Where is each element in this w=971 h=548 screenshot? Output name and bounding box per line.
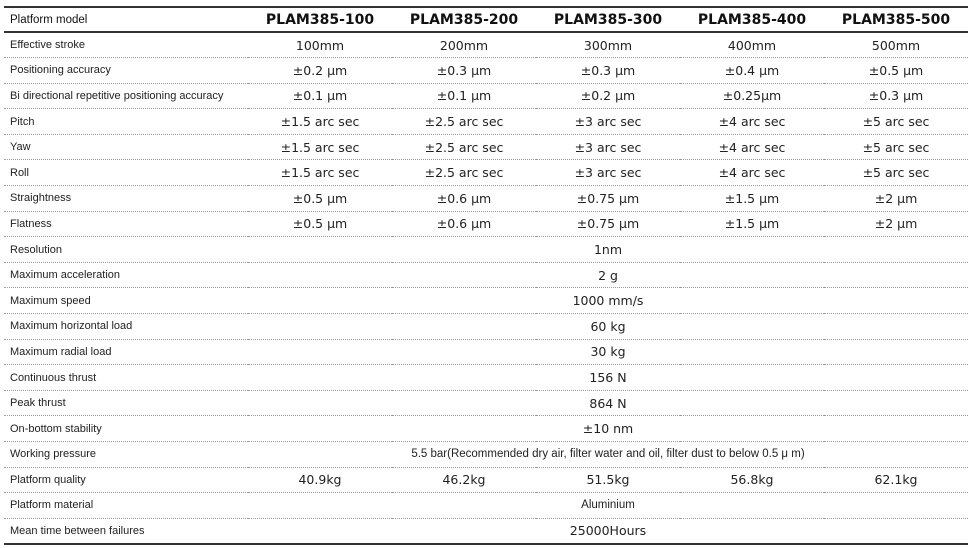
spec-value: ±0.75 μm: [536, 186, 680, 212]
spec-row: [4, 416, 968, 442]
spec-value: 40.9kg: [248, 467, 392, 493]
spec-value-shared: Aluminium: [248, 493, 968, 519]
model-header: PLAM385-500: [824, 7, 968, 32]
spec-row: [4, 339, 968, 365]
spec-row: [4, 211, 968, 237]
spec-value: ±0.2 μm: [248, 58, 392, 84]
spec-value: 56.8kg: [680, 467, 824, 493]
spec-label: Platform material: [4, 493, 248, 519]
spec-value: ±4 arc sec: [680, 160, 824, 186]
spec-label: Effective stroke: [4, 32, 248, 58]
spec-label: Platform quality: [4, 467, 248, 493]
spec-body: [4, 32, 968, 544]
spec-value: ±0.5 μm: [824, 58, 968, 84]
spec-row: [4, 314, 968, 340]
spec-label: Bi directional repetitive positioning accuracy: [4, 83, 248, 109]
spec-row: [4, 442, 968, 468]
spec-row: [4, 32, 968, 58]
spec-row: [4, 83, 968, 109]
spec-value-shared: 60 kg: [248, 314, 968, 340]
spec-label: Peak thrust: [4, 390, 248, 416]
spec-value: ±5 arc sec: [824, 134, 968, 160]
spec-value: ±3 arc sec: [536, 109, 680, 135]
spec-value: 400mm: [680, 32, 824, 58]
spec-value: ±3 arc sec: [536, 134, 680, 160]
spec-row: [4, 365, 968, 391]
spec-row: [4, 518, 968, 544]
spec-row: [4, 262, 968, 288]
spec-value: 100mm: [248, 32, 392, 58]
spec-label: Maximum speed: [4, 288, 248, 314]
header-row: [4, 7, 968, 32]
header-label: Platform model: [4, 7, 248, 32]
spec-value: ±0.5 μm: [248, 211, 392, 237]
spec-value: ±0.3 μm: [536, 58, 680, 84]
spec-value: ±0.4 μm: [680, 58, 824, 84]
spec-label: Roll: [4, 160, 248, 186]
spec-value: ±0.25μm: [680, 83, 824, 109]
spec-row: [4, 493, 968, 519]
spec-value: ±0.3 μm: [824, 83, 968, 109]
spec-value: 46.2kg: [392, 467, 536, 493]
spec-value: ±0.2 μm: [536, 83, 680, 109]
spec-value: ±1.5 arc sec: [248, 109, 392, 135]
spec-value: 300mm: [536, 32, 680, 58]
spec-value: 200mm: [392, 32, 536, 58]
spec-label: Mean time between failures: [4, 518, 248, 544]
spec-value: ±2 μm: [824, 186, 968, 212]
spec-row: [4, 109, 968, 135]
spec-value: ±0.75 μm: [536, 211, 680, 237]
spec-label: Resolution: [4, 237, 248, 263]
spec-value-shared: 1nm: [248, 237, 968, 263]
spec-value: 51.5kg: [536, 467, 680, 493]
spec-label: Flatness: [4, 211, 248, 237]
spec-value: ±1.5 arc sec: [248, 134, 392, 160]
spec-value: ±1.5 μm: [680, 211, 824, 237]
spec-value: ±0.5 μm: [248, 186, 392, 212]
spec-value: ±2.5 arc sec: [392, 109, 536, 135]
spec-label: Straightness: [4, 186, 248, 212]
spec-value: ±5 arc sec: [824, 160, 968, 186]
spec-value: ±1.5 μm: [680, 186, 824, 212]
spec-table: [4, 6, 968, 545]
spec-row: [4, 58, 968, 84]
spec-row: [4, 288, 968, 314]
spec-value: ±0.6 μm: [392, 186, 536, 212]
spec-value: 62.1kg: [824, 467, 968, 493]
spec-value: ±3 arc sec: [536, 160, 680, 186]
spec-label: Positioning accuracy: [4, 58, 248, 84]
spec-value: ±2.5 arc sec: [392, 160, 536, 186]
spec-value: 500mm: [824, 32, 968, 58]
spec-row: [4, 390, 968, 416]
spec-value-shared: 5.5 bar(Recommended dry air, filter water and oil, filter dust to below 0.5 μ m): [248, 442, 968, 468]
spec-row: [4, 467, 968, 493]
spec-value-shared: 25000Hours: [248, 518, 968, 544]
spec-value: ±4 arc sec: [680, 109, 824, 135]
spec-label: Maximum radial load: [4, 339, 248, 365]
spec-value: ±4 arc sec: [680, 134, 824, 160]
spec-label: Yaw: [4, 134, 248, 160]
spec-value: ±0.1 μm: [392, 83, 536, 109]
spec-label: Pitch: [4, 109, 248, 135]
spec-value-shared: 2 g: [248, 262, 968, 288]
spec-value: ±0.6 μm: [392, 211, 536, 237]
spec-value-shared: 1000 mm/s: [248, 288, 968, 314]
spec-value: ±0.3 μm: [392, 58, 536, 84]
spec-label: Maximum horizontal load: [4, 314, 248, 340]
spec-label: Working pressure: [4, 442, 248, 468]
spec-row: [4, 186, 968, 212]
spec-value: ±1.5 arc sec: [248, 160, 392, 186]
spec-value: ±5 arc sec: [824, 109, 968, 135]
spec-value: ±2.5 arc sec: [392, 134, 536, 160]
spec-value-shared: 30 kg: [248, 339, 968, 365]
spec-value-shared: ±10 nm: [248, 416, 968, 442]
model-header: PLAM385-200: [392, 7, 536, 32]
spec-value: ±0.1 μm: [248, 83, 392, 109]
spec-value-shared: 864 N: [248, 390, 968, 416]
spec-row: [4, 237, 968, 263]
model-header: PLAM385-100: [248, 7, 392, 32]
model-header: PLAM385-400: [680, 7, 824, 32]
spec-row: [4, 134, 968, 160]
spec-label: On-bottom stability: [4, 416, 248, 442]
model-header: PLAM385-300: [536, 7, 680, 32]
spec-label: Continuous thrust: [4, 365, 248, 391]
spec-value-shared: 156 N: [248, 365, 968, 391]
spec-label: Maximum acceleration: [4, 262, 248, 288]
spec-row: [4, 160, 968, 186]
spec-value: ±2 μm: [824, 211, 968, 237]
